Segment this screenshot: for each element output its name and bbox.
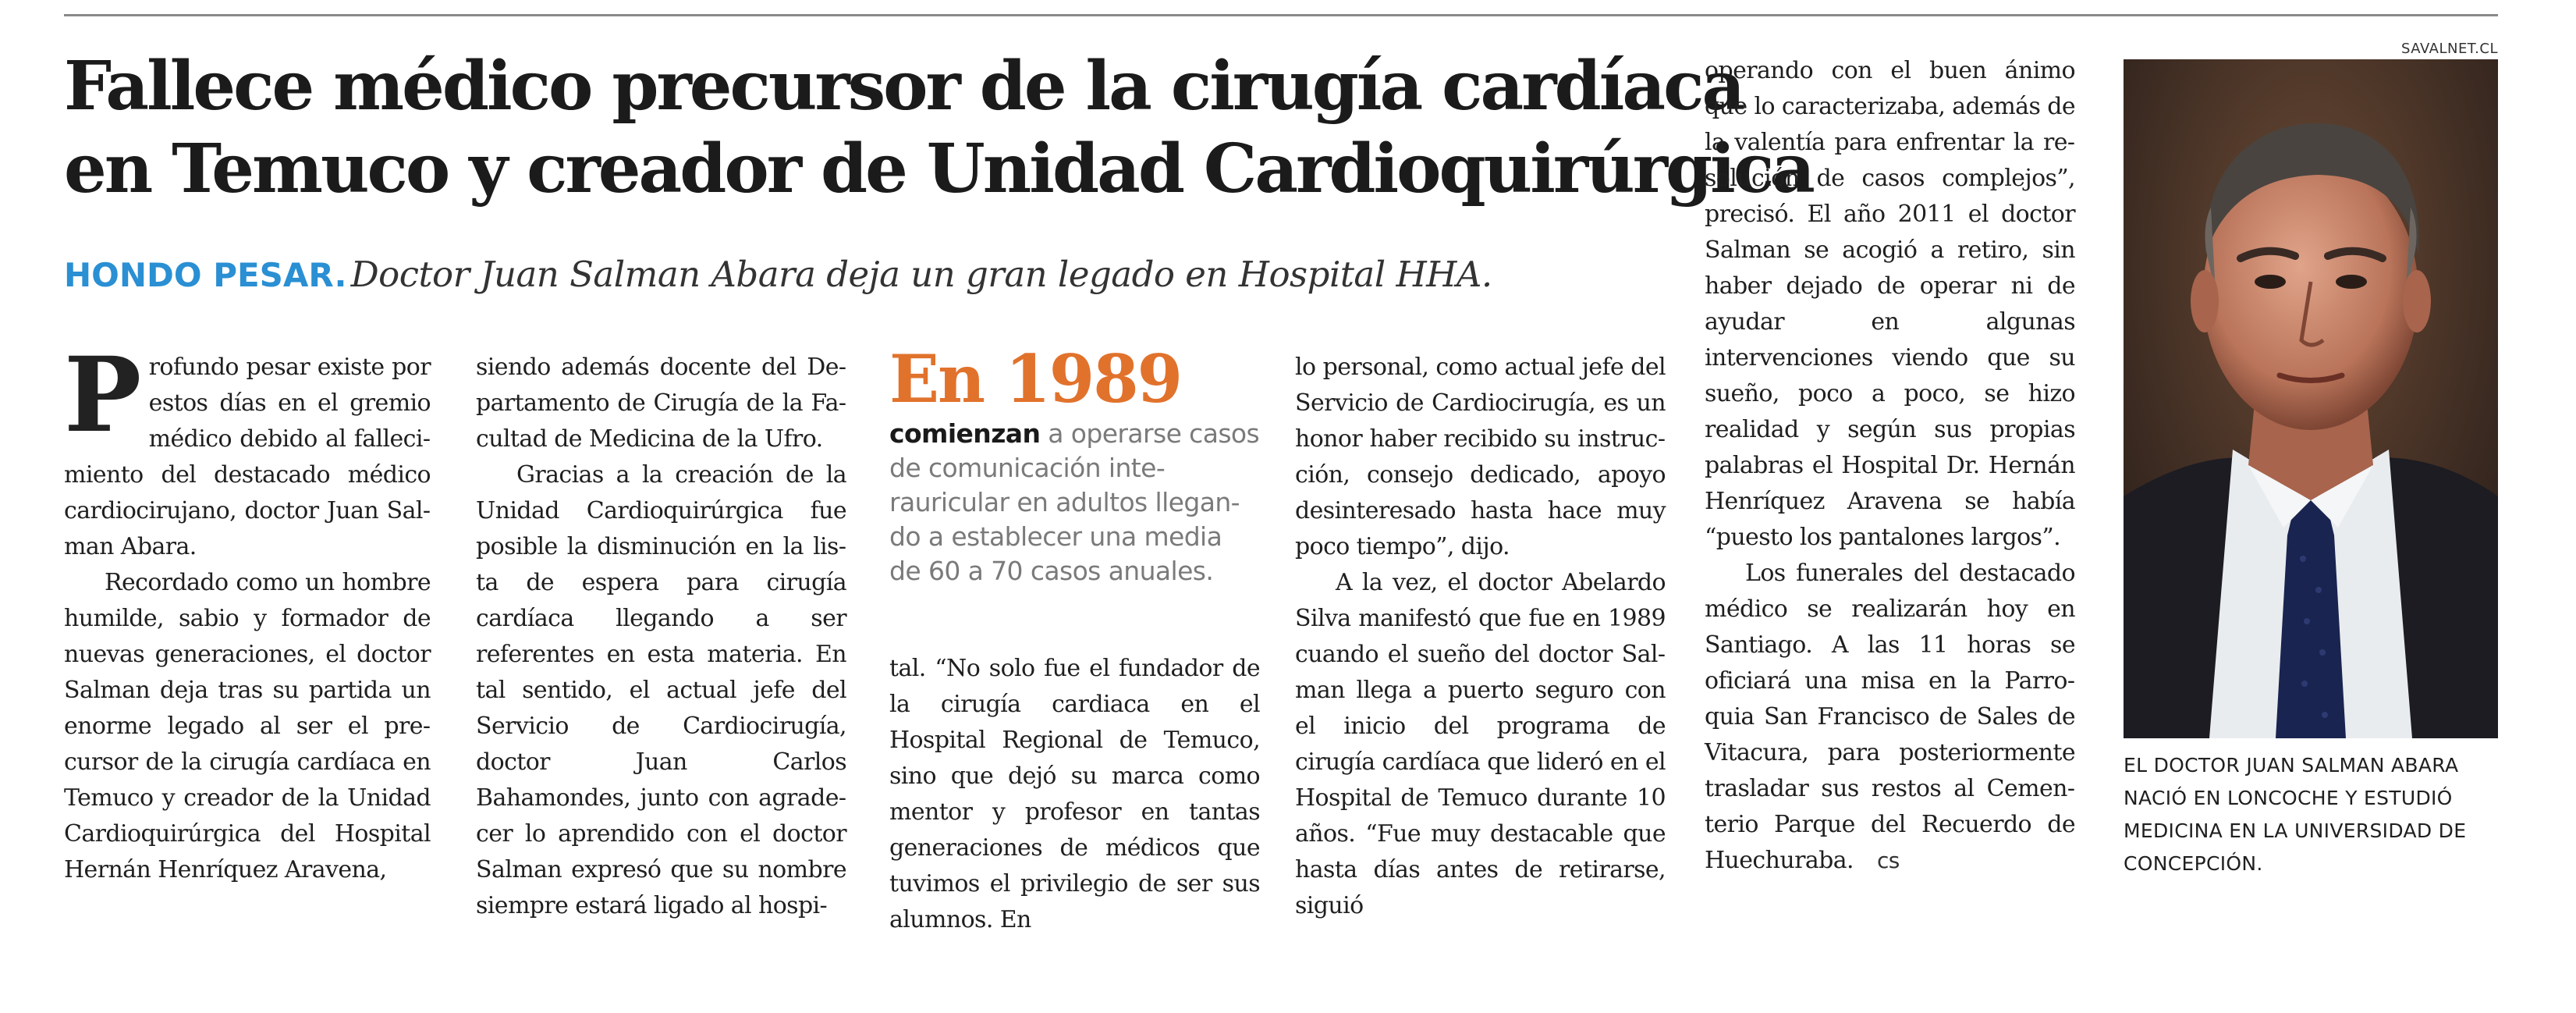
kicker: HONDO PESAR. [64, 256, 347, 294]
article-column-3 [889, 340, 1260, 938]
headline-line-1: Fallece médico precursor de la cirugía cardíaca [64, 47, 1744, 126]
paragraph-text: Los funerales del destacado médico se realizarán hoy en Santiago. A las 11 horas se oficiará una misa en la Parroquia San Francisco de Sales de Vitacura, para posteriormente trasladar sus restos al Cementerio Parque del Recuerdo de Huechuraba. [1705, 560, 2075, 874]
top-rule [64, 14, 2498, 16]
headline [64, 45, 1813, 211]
drop-cap: P [64, 335, 141, 456]
paragraph: siendo además docente del Departamento de Cirugía de la Facultad de Medicina de la Ufro. [476, 354, 846, 453]
subheadline [64, 251, 1687, 306]
portrait-photo [2124, 59, 2498, 738]
pull-quote-text [889, 417, 1260, 588]
pull-quote-body: a operarse casos de comunicación interauricular en adultos llegando a establecer una media de 60 a 70 casos anuales. [889, 418, 1260, 586]
deck: Doctor Juan Salman Abara deja un gran legado en Hospital HHA. [350, 254, 1492, 295]
paragraph: Gracias a la creación de la Unidad Cardioquirúrgica fue posible la disminución en la lista de espera para cirugía cardíaca llegando a ser referentes en esta materia. En tal sentido, el actual jefe del Servicio de Cardiocirugía, doctor Juan Carlos Bahamondes, junto con agradecer lo aprendido con el doctor Salman expresó que su nombre siempre estará ligado al hospi- [476, 461, 846, 919]
portrait-illustration [2124, 59, 2498, 738]
paragraph: rofundo pesar existe por estos días en el gremio médico debido al fallecimiento del destacado médico cardiocirujano, doctor Juan Salman Abara. [64, 354, 431, 560]
paragraph: Recordado como un hombre humilde, sabio y formador de nuevas generaciones, el doctor Salman deja tras su partida un enorme legado al ser el precursor de la cirugía cardíaca en Temuco y creador de la Unidad Cardioquirúrgica del Hospital Hernán Henríquez Aravena, [64, 569, 431, 883]
paragraph [1705, 556, 2075, 879]
headline-line-2: en Temuco y creador de Unidad Cardioquirúrgica [64, 130, 1813, 208]
paragraph: operando con el buen ánimo que lo caracterizaba, además de la valentía para enfrentar la resolución de casos complejos”, precisó. El año 2011 el doctor Salman se acogió a retiro, sin haber dejado de operar ni de ayudar en algunas intervenciones viendo que su sueño, poco a poco, se hizo realidad y según sus propias palabras el Hospital Dr. Hernán Henríquez Aravena se había “puesto los pantalones largos”. [1705, 57, 2075, 551]
paragraph: lo personal, como actual jefe del Servicio de Cardiocirugía, es un honor haber recibido su instrucción, consejo dedicado, apoyo desinteresado hasta hace muy poco tiempo”, dijo. [1295, 354, 1666, 560]
article-column-5 [1705, 53, 2075, 879]
pull-quote [889, 342, 1260, 588]
paragraph: tal. “No solo fue el fundador de la cirugía cardiaca en el Hospital Regional de Temuco, sino que dejó su marca como mentor y profesor en tantas generaciones de médicos que tuvimos el privilegio de ser sus alumnos. En [889, 655, 1260, 933]
photo-credit: SAVALNET.CL [2401, 41, 2498, 57]
pull-quote-lead: comienzan [889, 418, 1041, 449]
pull-quote-year: En 1989 [889, 340, 1182, 418]
article-column-4 [1295, 350, 1666, 924]
article-column-2 [476, 350, 846, 924]
paragraph: A la vez, el doctor Abelardo Silva manifestó que fue en 1989 cuando el sueño del doctor Salman llega a puerto seguro con el inicio del programa de cirugía cardíaca que lideró en el Hospital de Temuco durante 10 años. “Fue muy destacable que hasta días antes de retirarse, siguió [1295, 569, 1666, 919]
photo-caption: EL DOCTOR JUAN SALMAN ABARA NACIÓ EN LONCOCHE Y ESTUDIÓ MEDICINA EN LA UNIVERSIDAD DE CONCEPCIÓN. [2124, 754, 2467, 875]
end-mark: cs [1876, 848, 1900, 873]
article-column-1 [64, 335, 431, 888]
